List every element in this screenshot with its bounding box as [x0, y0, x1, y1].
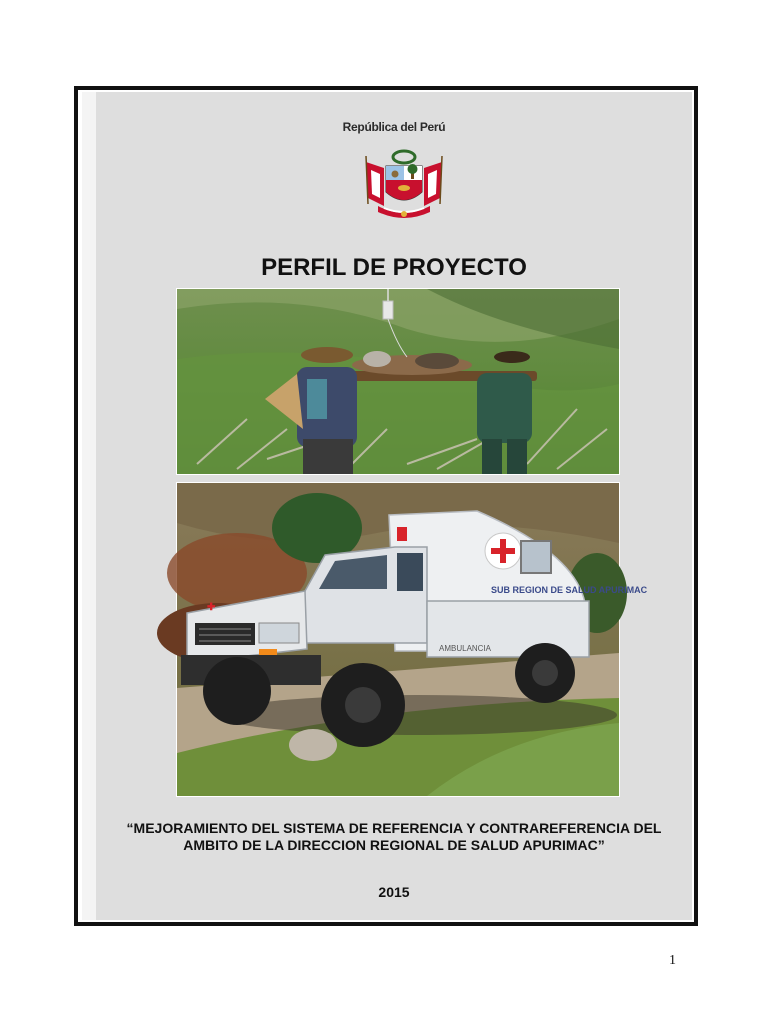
svg-text:✚: ✚ [207, 602, 216, 613]
door-text: AMBULANCIA [439, 644, 492, 653]
cover-frame [74, 86, 698, 926]
project-name: “MEJORAMIENTO DEL SISTEMA DE REFERENCIA Y CONTRAREFERENCIA DEL AMBITO DE LA DIRECCION REGIONAL DE SALUD APURIMAC” [126, 820, 662, 853]
canopy-text: SUB REGION DE SALUD APURIMAC [491, 585, 648, 595]
document-title: PERFIL DE PROYECTO [261, 254, 527, 281]
cover-panel [82, 92, 692, 920]
year: 2015 [378, 884, 410, 900]
peru-coat-of-arms-icon [358, 148, 450, 224]
emblem-label: República del Perú [342, 120, 446, 134]
stretcher-photo [176, 288, 620, 475]
ambulance-photo [176, 482, 648, 797]
page-number: 1 [669, 953, 676, 968]
